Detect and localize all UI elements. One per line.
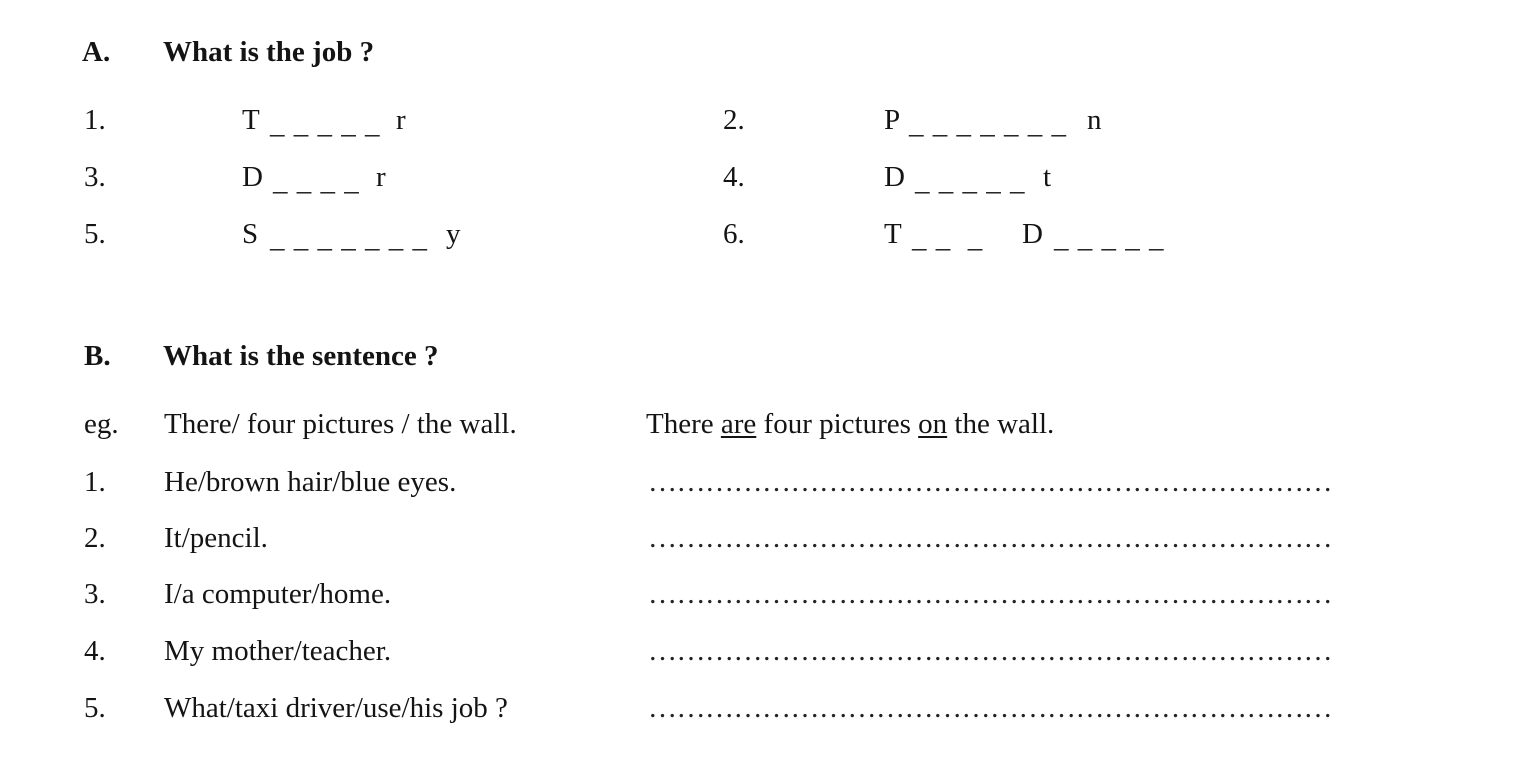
letter-blanks[interactable]: _ _ _ xyxy=(912,222,984,254)
answer-text: There xyxy=(646,408,721,440)
letter-blanks[interactable]: _ _ _ _ xyxy=(273,165,360,197)
second-word-blanks[interactable]: _ _ _ _ _ xyxy=(1054,222,1165,254)
item-number: 5. xyxy=(84,692,106,724)
last-letter: r xyxy=(396,104,406,136)
example-answer xyxy=(646,408,1054,441)
last-letter: r xyxy=(376,161,386,193)
letter-blanks[interactable]: _ _ _ _ _ _ _ xyxy=(909,108,1067,140)
item-number: 1. xyxy=(84,466,106,498)
section-b-letter: B. xyxy=(84,340,111,372)
answer-text: the wall. xyxy=(947,408,1055,440)
item-number: 4. xyxy=(723,161,745,193)
section-b-title: What is the sentence ? xyxy=(163,340,439,372)
sentence-prompt: He/brown hair/blue eyes. xyxy=(164,466,457,498)
item-number: 1. xyxy=(84,104,106,136)
item-number: 2. xyxy=(723,104,745,136)
item-number: 3. xyxy=(84,578,106,610)
section-a-letter: A. xyxy=(82,36,111,68)
first-letter: D xyxy=(242,161,263,193)
last-letter: t xyxy=(1043,161,1052,193)
answer-line[interactable]: ……………………………………………………………… xyxy=(648,578,1332,610)
sentence-prompt: What/taxi driver/use/his job ? xyxy=(164,692,508,724)
item-number: 5. xyxy=(84,218,106,250)
example-label: eg. xyxy=(84,408,119,440)
last-letter: n xyxy=(1087,104,1102,136)
section-a-title: What is the job ? xyxy=(163,36,375,68)
letter-blanks[interactable]: _ _ _ _ _ xyxy=(270,108,381,140)
underlined-preposition: on xyxy=(918,408,948,440)
second-word-first-letter: D xyxy=(1022,218,1043,250)
answer-line[interactable]: ……………………………………………………………… xyxy=(648,692,1332,724)
sentence-prompt: It/pencil. xyxy=(164,522,268,554)
underlined-verb: are xyxy=(720,408,757,440)
answer-line[interactable]: ……………………………………………………………… xyxy=(648,466,1332,498)
letter-blanks[interactable]: _ _ _ _ _ _ _ xyxy=(270,222,428,254)
last-letter: y xyxy=(446,218,461,250)
sentence-prompt: I/a computer/home. xyxy=(164,578,392,610)
sentence-prompt: My mother/teacher. xyxy=(164,635,392,667)
example-prompt: There/ four pictures / the wall. xyxy=(164,408,517,440)
first-letter: P xyxy=(884,104,901,136)
item-number: 3. xyxy=(84,161,106,193)
first-letter: T xyxy=(884,218,902,250)
letter-blanks[interactable]: _ _ _ _ _ xyxy=(915,165,1026,197)
item-number: 2. xyxy=(84,522,106,554)
first-letter: T xyxy=(242,104,260,136)
first-letter: S xyxy=(242,218,259,250)
answer-text: four pictures xyxy=(756,408,919,440)
answer-line[interactable]: ……………………………………………………………… xyxy=(648,635,1332,667)
answer-line[interactable]: ……………………………………………………………… xyxy=(648,522,1332,554)
item-number: 6. xyxy=(723,218,745,250)
first-letter: D xyxy=(884,161,905,193)
item-number: 4. xyxy=(84,635,106,667)
